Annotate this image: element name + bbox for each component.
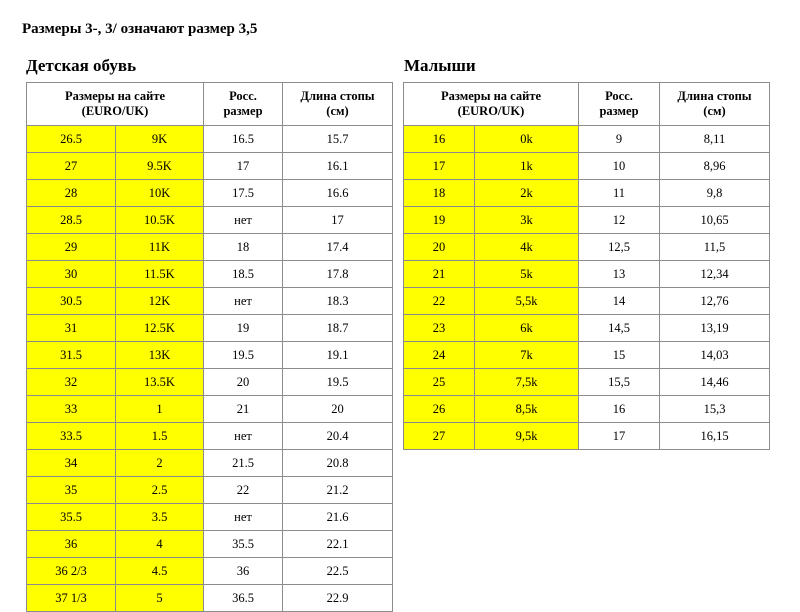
site-sizes-header bbox=[27, 83, 204, 126]
ross-size-cell: 15,5 bbox=[579, 369, 660, 396]
euro-size-cell: 26.5 bbox=[27, 126, 116, 153]
uk-size-cell: 12.5K bbox=[116, 315, 204, 342]
uk-size-cell: 3.5 bbox=[116, 504, 204, 531]
site-sizes-header bbox=[404, 83, 579, 126]
table-row bbox=[27, 315, 393, 342]
uk-size-cell: 9,5k bbox=[475, 423, 579, 450]
foot-length-cell: 21.2 bbox=[283, 477, 393, 504]
euro-size-cell: 33.5 bbox=[27, 423, 116, 450]
uk-size-cell: 3k bbox=[475, 207, 579, 234]
ross-size-cell: 21 bbox=[204, 396, 283, 423]
table-row bbox=[404, 342, 770, 369]
table-row bbox=[27, 369, 393, 396]
foot-length-cell: 13,19 bbox=[660, 315, 770, 342]
table-row bbox=[27, 477, 393, 504]
ross-size-cell: 15 bbox=[579, 342, 660, 369]
ross-size-cell: 14,5 bbox=[579, 315, 660, 342]
foot-length-cell: 17 bbox=[283, 207, 393, 234]
euro-size-cell: 28.5 bbox=[27, 207, 116, 234]
table-row bbox=[27, 450, 393, 477]
table-row bbox=[27, 504, 393, 531]
ross-size-cell: 16 bbox=[579, 396, 660, 423]
header-text: Длина стопы bbox=[677, 89, 752, 103]
table-row bbox=[404, 315, 770, 342]
foot-length-cell: 20.4 bbox=[283, 423, 393, 450]
uk-size-cell: 2 bbox=[116, 450, 204, 477]
ross-size-cell: 12 bbox=[579, 207, 660, 234]
table-row bbox=[27, 558, 393, 585]
table-row bbox=[27, 585, 393, 612]
euro-size-cell: 18 bbox=[404, 180, 475, 207]
uk-size-cell: 11K bbox=[116, 234, 204, 261]
uk-size-cell: 4 bbox=[116, 531, 204, 558]
kids-size-table bbox=[26, 82, 393, 612]
table-row bbox=[27, 423, 393, 450]
table-row bbox=[404, 396, 770, 423]
ross-size-cell: 14 bbox=[579, 288, 660, 315]
table-row bbox=[404, 153, 770, 180]
ross-size-cell: 19.5 bbox=[204, 342, 283, 369]
uk-size-cell: 13K bbox=[116, 342, 204, 369]
uk-size-cell: 4.5 bbox=[116, 558, 204, 585]
ross-size-header bbox=[204, 83, 283, 126]
uk-size-cell: 7,5k bbox=[475, 369, 579, 396]
foot-length-cell: 16,15 bbox=[660, 423, 770, 450]
euro-size-cell: 33 bbox=[27, 396, 116, 423]
euro-size-cell: 31 bbox=[27, 315, 116, 342]
foot-length-cell: 15,3 bbox=[660, 396, 770, 423]
foot-length-cell: 12,34 bbox=[660, 261, 770, 288]
table-header-row bbox=[404, 83, 770, 126]
header-text: Росс. bbox=[229, 89, 257, 103]
foot-length-cell: 22.9 bbox=[283, 585, 393, 612]
foot-length-cell: 19.1 bbox=[283, 342, 393, 369]
uk-size-cell: 10K bbox=[116, 180, 204, 207]
header-text: Размеры на сайте bbox=[440, 89, 542, 103]
ross-size-cell: 20 bbox=[204, 369, 283, 396]
ross-size-cell: 9 bbox=[579, 126, 660, 153]
table-row bbox=[404, 261, 770, 288]
foot-length-cell: 14,46 bbox=[660, 369, 770, 396]
ross-size-cell: 36 bbox=[204, 558, 283, 585]
euro-size-cell: 30 bbox=[27, 261, 116, 288]
uk-size-cell: 2.5 bbox=[116, 477, 204, 504]
uk-size-cell: 9.5K bbox=[116, 153, 204, 180]
euro-size-cell: 21 bbox=[404, 261, 475, 288]
table-row bbox=[404, 207, 770, 234]
euro-size-cell: 23 bbox=[404, 315, 475, 342]
euro-size-cell: 36 2/3 bbox=[27, 558, 116, 585]
foot-length-cell: 22.5 bbox=[283, 558, 393, 585]
uk-size-cell: 5k bbox=[475, 261, 579, 288]
foot-length-cell: 20 bbox=[283, 396, 393, 423]
ross-size-cell: 21.5 bbox=[204, 450, 283, 477]
table-row bbox=[27, 207, 393, 234]
babies-size-table bbox=[403, 82, 770, 450]
uk-size-cell: 0k bbox=[475, 126, 579, 153]
ross-size-cell: 17 bbox=[579, 423, 660, 450]
ross-size-cell: нет bbox=[204, 207, 283, 234]
foot-length-cell: 18.3 bbox=[283, 288, 393, 315]
uk-size-cell: 11.5K bbox=[116, 261, 204, 288]
euro-size-cell: 28 bbox=[27, 180, 116, 207]
ross-size-cell: 17.5 bbox=[204, 180, 283, 207]
uk-size-cell: 2k bbox=[475, 180, 579, 207]
ross-size-cell: 10 bbox=[579, 153, 660, 180]
foot-length-cell: 8,96 bbox=[660, 153, 770, 180]
table-row bbox=[27, 342, 393, 369]
euro-size-cell: 17 bbox=[404, 153, 475, 180]
euro-size-cell: 16 bbox=[404, 126, 475, 153]
table-row bbox=[27, 261, 393, 288]
uk-size-cell: 4k bbox=[475, 234, 579, 261]
euro-size-cell: 29 bbox=[27, 234, 116, 261]
table-row bbox=[27, 531, 393, 558]
header-text: (см) bbox=[703, 104, 726, 118]
uk-size-cell: 6k bbox=[475, 315, 579, 342]
foot-length-cell: 16.6 bbox=[283, 180, 393, 207]
table-row bbox=[404, 126, 770, 153]
babies-section-title: Малыши bbox=[404, 56, 476, 75]
uk-size-cell: 8,5k bbox=[475, 396, 579, 423]
ross-size-cell: нет bbox=[204, 423, 283, 450]
uk-size-cell: 1.5 bbox=[116, 423, 204, 450]
kids-section-title: Детская обувь bbox=[26, 56, 137, 75]
ross-size-cell: 35.5 bbox=[204, 531, 283, 558]
uk-size-cell: 12K bbox=[116, 288, 204, 315]
foot-length-cell: 14,03 bbox=[660, 342, 770, 369]
ross-size-cell: нет bbox=[204, 504, 283, 531]
foot-length-cell: 17.4 bbox=[283, 234, 393, 261]
euro-size-cell: 27 bbox=[404, 423, 475, 450]
foot-length-cell: 8,11 bbox=[660, 126, 770, 153]
euro-size-cell: 30.5 bbox=[27, 288, 116, 315]
foot-length-cell: 19.5 bbox=[283, 369, 393, 396]
euro-size-cell: 32 bbox=[27, 369, 116, 396]
table-row bbox=[404, 369, 770, 396]
header-text: Росс. bbox=[605, 89, 633, 103]
ross-size-cell: 36.5 bbox=[204, 585, 283, 612]
header-text: размер bbox=[223, 104, 263, 118]
euro-size-cell: 26 bbox=[404, 396, 475, 423]
uk-size-cell: 7k bbox=[475, 342, 579, 369]
euro-size-cell: 19 bbox=[404, 207, 475, 234]
table-row bbox=[27, 234, 393, 261]
foot-length-cell: 11,5 bbox=[660, 234, 770, 261]
table-row bbox=[404, 423, 770, 450]
euro-size-cell: 34 bbox=[27, 450, 116, 477]
euro-size-cell: 24 bbox=[404, 342, 475, 369]
uk-size-cell: 13.5K bbox=[116, 369, 204, 396]
euro-size-cell: 31.5 bbox=[27, 342, 116, 369]
ross-size-cell: 19 bbox=[204, 315, 283, 342]
table-row bbox=[404, 288, 770, 315]
ross-size-cell: 18.5 bbox=[204, 261, 283, 288]
euro-size-cell: 35 bbox=[27, 477, 116, 504]
euro-size-cell: 25 bbox=[404, 369, 475, 396]
header-text: (EURO/UK) bbox=[81, 104, 149, 118]
foot-length-cell: 18.7 bbox=[283, 315, 393, 342]
header-text: (EURO/UK) bbox=[457, 104, 525, 118]
table-row bbox=[404, 234, 770, 261]
foot-length-cell: 12,76 bbox=[660, 288, 770, 315]
foot-length-cell: 17.8 bbox=[283, 261, 393, 288]
header-text: Длина стопы bbox=[300, 89, 375, 103]
euro-size-cell: 22 bbox=[404, 288, 475, 315]
size-note: Размеры 3-, 3/ означают размер 3,5 bbox=[22, 21, 258, 37]
ross-size-cell: 18 bbox=[204, 234, 283, 261]
foot-length-cell: 10,65 bbox=[660, 207, 770, 234]
euro-size-cell: 36 bbox=[27, 531, 116, 558]
table-row bbox=[27, 288, 393, 315]
ross-size-cell: 16.5 bbox=[204, 126, 283, 153]
foot-length-cell: 22.1 bbox=[283, 531, 393, 558]
ross-size-cell: нет bbox=[204, 288, 283, 315]
table-row bbox=[27, 180, 393, 207]
foot-length-cell: 16.1 bbox=[283, 153, 393, 180]
table-row bbox=[27, 396, 393, 423]
ross-size-cell: 12,5 bbox=[579, 234, 660, 261]
ross-size-cell: 17 bbox=[204, 153, 283, 180]
foot-length-cell: 15.7 bbox=[283, 126, 393, 153]
uk-size-cell: 10.5K bbox=[116, 207, 204, 234]
foot-length-cell: 9,8 bbox=[660, 180, 770, 207]
table-row bbox=[27, 126, 393, 153]
foot-length-header bbox=[283, 83, 393, 126]
header-text: Размеры на сайте bbox=[64, 89, 166, 103]
uk-size-cell: 1 bbox=[116, 396, 204, 423]
uk-size-cell: 5,5k bbox=[475, 288, 579, 315]
foot-length-cell: 20.8 bbox=[283, 450, 393, 477]
euro-size-cell: 27 bbox=[27, 153, 116, 180]
ross-size-cell: 22 bbox=[204, 477, 283, 504]
uk-size-cell: 9K bbox=[116, 126, 204, 153]
table-row bbox=[27, 153, 393, 180]
foot-length-header bbox=[660, 83, 770, 126]
header-text: размер bbox=[599, 104, 639, 118]
ross-size-header bbox=[579, 83, 660, 126]
ross-size-cell: 11 bbox=[579, 180, 660, 207]
foot-length-cell: 21.6 bbox=[283, 504, 393, 531]
euro-size-cell: 35.5 bbox=[27, 504, 116, 531]
table-header-row bbox=[27, 83, 393, 126]
ross-size-cell: 13 bbox=[579, 261, 660, 288]
uk-size-cell: 5 bbox=[116, 585, 204, 612]
euro-size-cell: 37 1/3 bbox=[27, 585, 116, 612]
header-text: (см) bbox=[326, 104, 349, 118]
uk-size-cell: 1k bbox=[475, 153, 579, 180]
euro-size-cell: 20 bbox=[404, 234, 475, 261]
table-row bbox=[404, 180, 770, 207]
